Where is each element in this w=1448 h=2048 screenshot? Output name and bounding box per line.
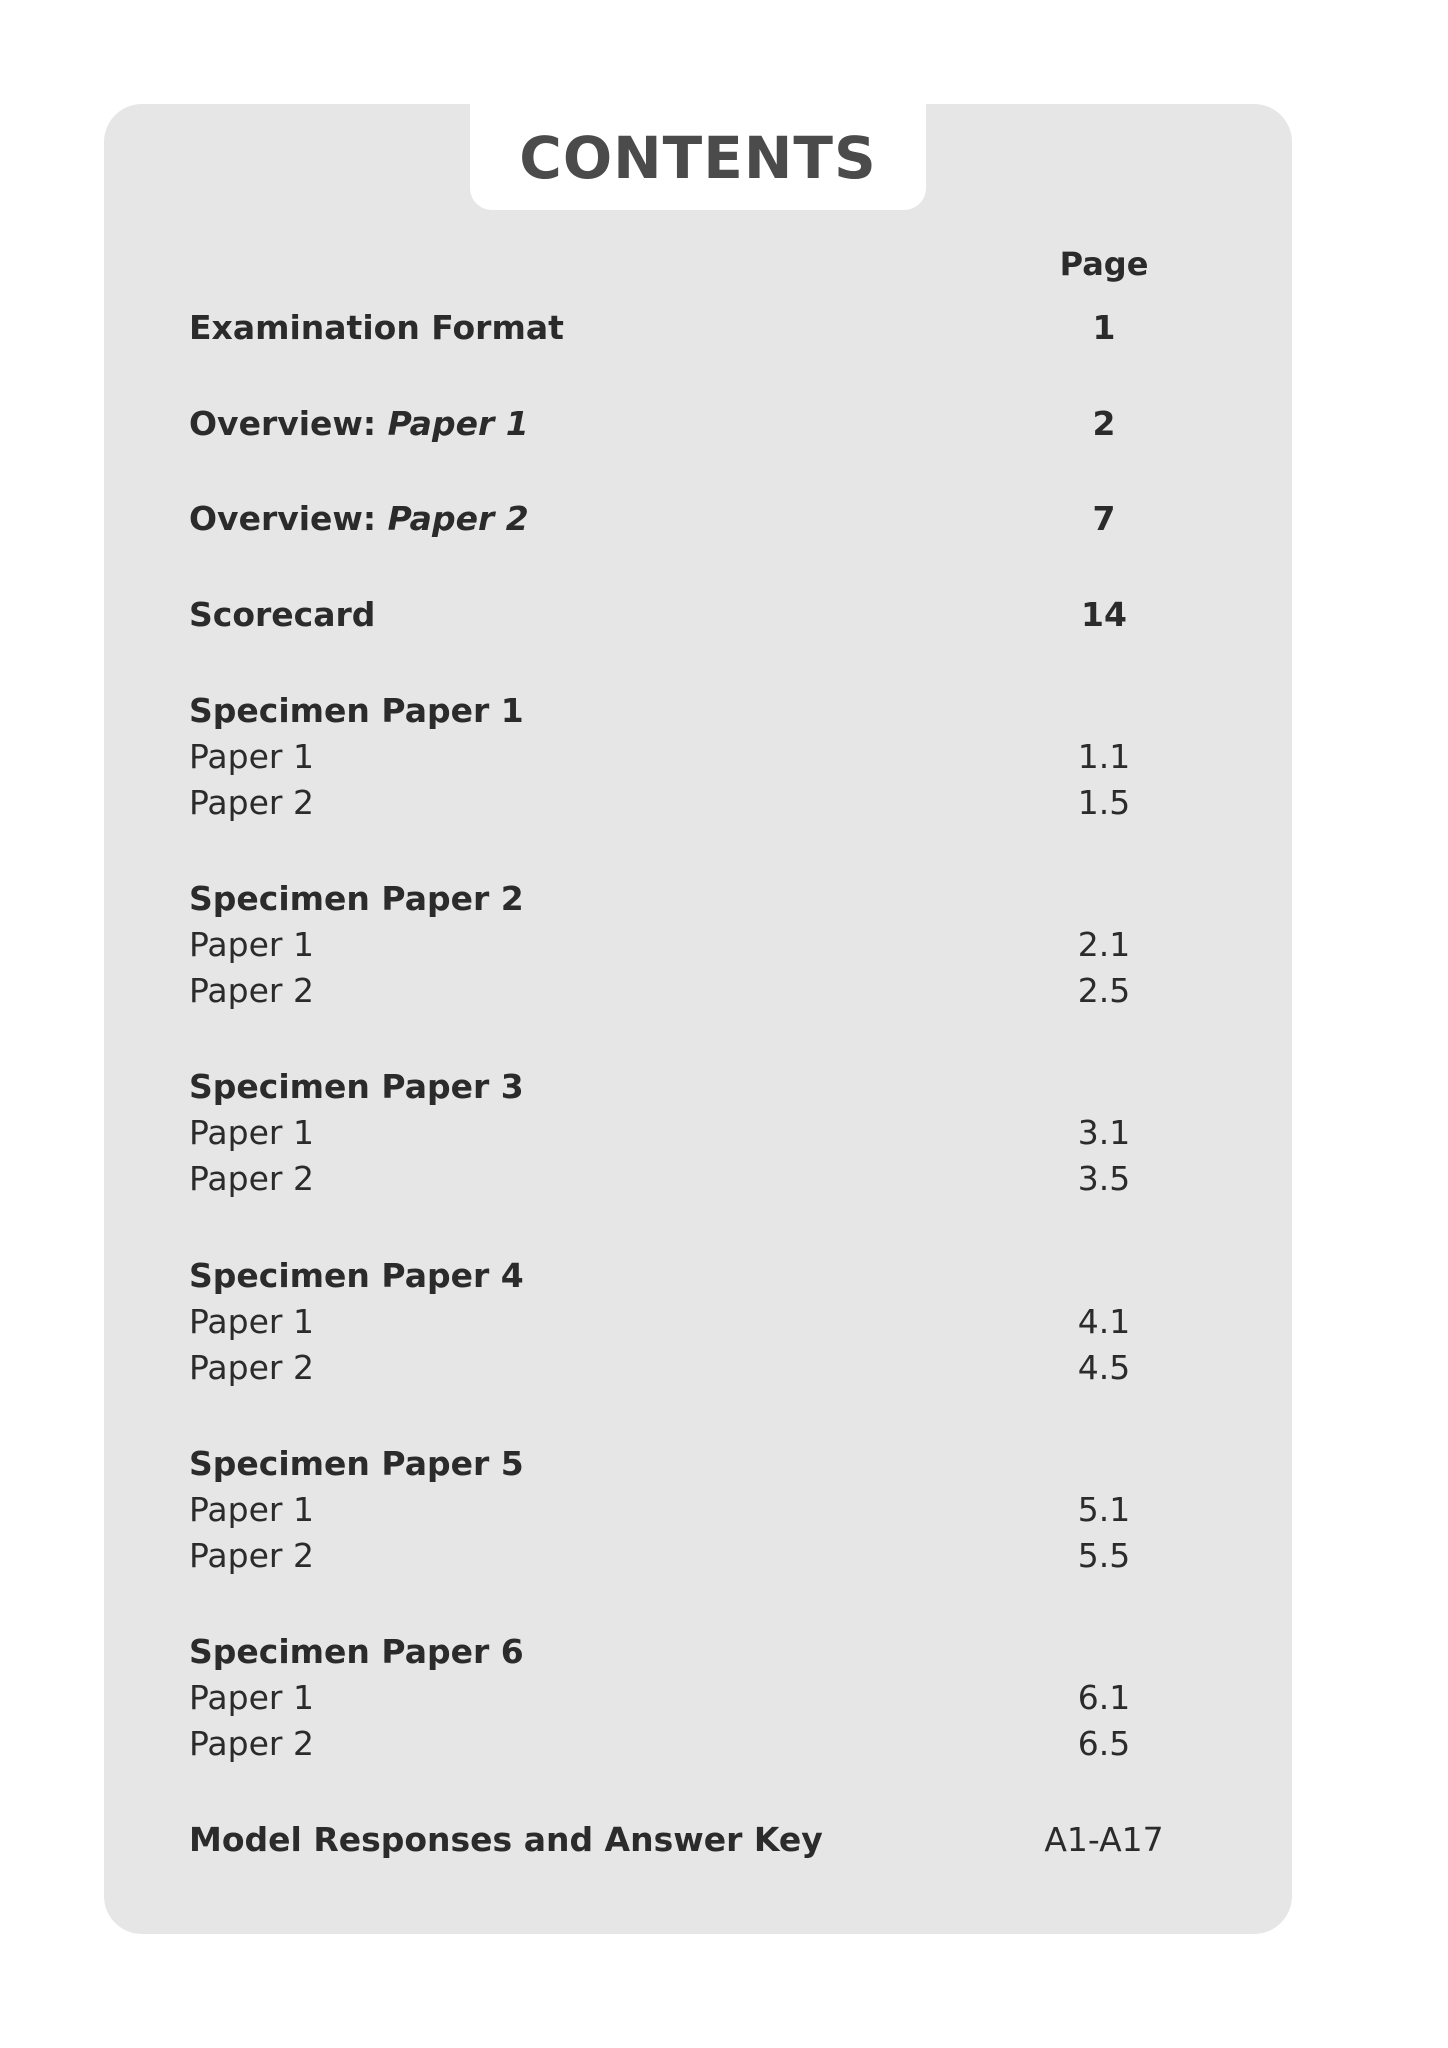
toc-section-specimen-paper-4[interactable] [189, 1253, 1289, 1299]
toc-entry-page: 5.5 [1077, 1536, 1131, 1575]
toc-section-label: Specimen Paper 1 [189, 691, 524, 730]
toc-entry-sp6-paper-2[interactable] [189, 1721, 1289, 1767]
toc-entry-page: 7 [1092, 499, 1116, 538]
toc-entry-page: 1.1 [1077, 737, 1131, 776]
toc-entry-sp5-paper-2[interactable] [189, 1533, 1289, 1579]
toc-entry-label: Overview: Paper 1 [189, 404, 529, 443]
contents-title-tab [470, 104, 926, 210]
toc-entry-page: 2.1 [1077, 925, 1131, 964]
toc-entry-label: Paper 2 [189, 1536, 314, 1575]
page-column-header: Page [1059, 245, 1149, 283]
toc-entry-page: 4.1 [1077, 1302, 1131, 1341]
page-title: CONTENTS [519, 124, 877, 192]
toc-entry-label: Paper 1 [189, 925, 314, 964]
toc-entry-label: Examination Format [189, 308, 564, 347]
toc-entry-sp2-paper-2[interactable] [189, 968, 1289, 1014]
toc-entry-sp1-paper-1[interactable] [189, 734, 1289, 780]
toc-entry-sp3-paper-1[interactable] [189, 1110, 1289, 1156]
toc-entry-sp1-paper-2[interactable] [189, 780, 1289, 826]
toc-entry-sp2-paper-1[interactable] [189, 922, 1289, 968]
toc-entry-label: Scorecard [189, 595, 376, 634]
toc-entry-sp4-paper-2[interactable] [189, 1345, 1289, 1391]
toc-section-specimen-paper-3[interactable] [189, 1064, 1289, 1110]
toc-entry-label: Paper 1 [189, 1678, 314, 1717]
toc-entry-overview-paper-2[interactable] [189, 496, 1289, 542]
toc-entry-sp6-paper-1[interactable] [189, 1675, 1289, 1721]
toc-entry-examination-format[interactable] [189, 305, 1289, 351]
toc-section-specimen-paper-6[interactable] [189, 1629, 1289, 1675]
toc-entry-label: Paper 2 [189, 1724, 314, 1763]
toc-entry-label: Overview: Paper 2 [189, 499, 529, 538]
toc-entry-sp3-paper-2[interactable] [189, 1156, 1289, 1202]
toc-entry-label: Paper 2 [189, 783, 314, 822]
toc-entry-page: 3.5 [1077, 1159, 1131, 1198]
toc-entry-label: Paper 2 [189, 971, 314, 1010]
toc-section-label: Specimen Paper 2 [189, 879, 524, 918]
toc-entry-label: Paper 1 [189, 1113, 314, 1152]
toc-section-label: Specimen Paper 6 [189, 1632, 524, 1671]
toc-entry-page: 3.1 [1077, 1113, 1131, 1152]
toc-entry-page: 6.5 [1077, 1724, 1131, 1763]
toc-entry-label: Paper 1 [189, 1490, 314, 1529]
toc-section-label: Specimen Paper 3 [189, 1067, 524, 1106]
toc-entry-label: Model Responses and Answer Key [189, 1820, 823, 1859]
toc-entry-model-responses[interactable] [189, 1817, 1289, 1863]
toc-entry-scorecard[interactable] [189, 592, 1289, 638]
toc-entry-label: Paper 2 [189, 1159, 314, 1198]
toc-entry-page: 2 [1092, 404, 1116, 443]
toc-section-specimen-paper-1[interactable] [189, 688, 1289, 734]
toc-entry-page: A1-A17 [1044, 1820, 1164, 1859]
toc-entry-overview-paper-1[interactable] [189, 401, 1289, 447]
toc-entry-sp4-paper-1[interactable] [189, 1299, 1289, 1345]
toc-entry-page: 1 [1092, 308, 1116, 347]
toc-section-label: Specimen Paper 5 [189, 1444, 524, 1483]
toc-entry-label: Paper 1 [189, 737, 314, 776]
toc-section-specimen-paper-5[interactable] [189, 1441, 1289, 1487]
toc-section-specimen-paper-2[interactable] [189, 876, 1289, 922]
toc-entry-page: 2.5 [1077, 971, 1131, 1010]
toc-entry-page: 4.5 [1077, 1348, 1131, 1387]
toc-section-label: Specimen Paper 4 [189, 1256, 524, 1295]
toc-entry-label: Paper 1 [189, 1302, 314, 1341]
toc-entry-page: 5.1 [1077, 1490, 1131, 1529]
toc-entry-sp5-paper-1[interactable] [189, 1487, 1289, 1533]
toc-entry-label: Paper 2 [189, 1348, 314, 1387]
toc-entry-page: 6.1 [1077, 1678, 1131, 1717]
toc-entry-page: 1.5 [1077, 783, 1131, 822]
toc-entry-page: 14 [1081, 595, 1127, 634]
